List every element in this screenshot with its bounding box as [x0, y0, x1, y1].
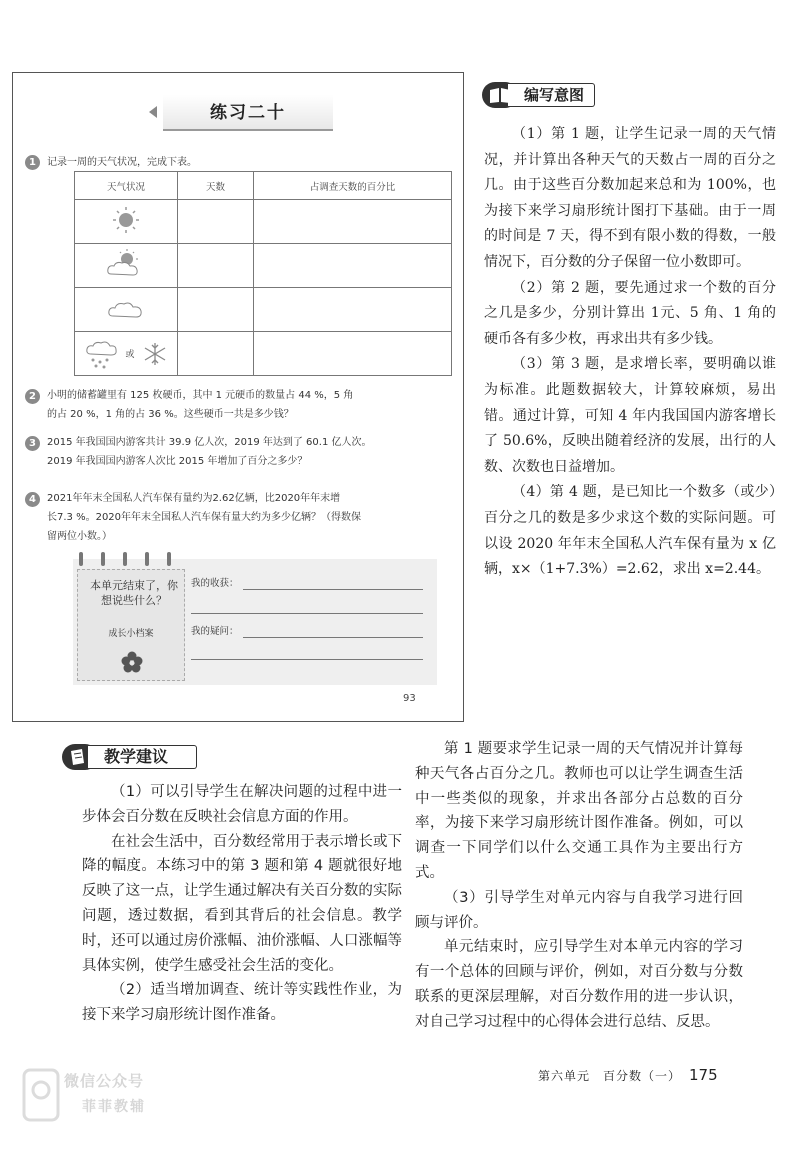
- doubt-line-2[interactable]: [191, 659, 423, 660]
- question-number-4: 4: [25, 492, 40, 507]
- question-4-text: [47, 489, 361, 546]
- days-cell[interactable]: [178, 288, 254, 332]
- text-line: 2021年年末全国私人汽车保有量约为2.62亿辆，比2020年年末增: [47, 493, 341, 504]
- weather-table: [74, 171, 452, 376]
- exercise-title: 练习二十: [163, 95, 333, 131]
- suggest-left-column: [82, 780, 402, 1028]
- suggest-paragraph: （2）适当增加调查、统计等实践性作业，为接下来学习扇形统计图作准备。: [82, 982, 402, 1024]
- intent-paragraph: （3）第 3 题，是求增长率，要明确以谁为标准。此题数据较大，计算较麻烦，易出错。通过计算，可知 4 年内我国国内游客增长了 50.6%，反映出随着经济的发展，出行的人数、次数也日益增加。: [484, 356, 776, 475]
- table-header: 天气状况: [75, 172, 178, 200]
- weather-cell: [75, 332, 178, 376]
- question-number-3: 3: [25, 436, 40, 451]
- table-header: 占调查天数的百分比: [254, 172, 452, 200]
- intent-paragraph: （4）第 4 题，是已知比一个数多（或少）百分之几的数是多少求这个数的实际问题。可以设 2020 年年末全国私人汽车保有量为 x 亿辆，x×（1+7.3%）=2.62，求出 x=2.44。: [484, 484, 776, 578]
- reflect-question: 本单元结束了，你想说些什么？: [90, 579, 178, 607]
- partly-cloudy-icon: [103, 248, 149, 280]
- growth-archive-card: [77, 569, 185, 681]
- text-line: 2019 年我国国内游客人次比 2015 年增加了百分之多少？: [47, 456, 308, 467]
- table-row: [75, 332, 452, 376]
- question-1-text: 记录一周的天气状况，完成下表。: [47, 157, 197, 168]
- intent-paragraph: （2）第 2 题，要先通过求一个数的百分之几是多少，分别计算出 1元、5 角、1 角的硬币各有多少枚，再求出共有多少钱。: [484, 279, 776, 347]
- text-line: 留两位小数。）: [47, 531, 112, 542]
- text-line: 2015 年我国国内游客共计 39.9 亿人次，2019 年达到了 60.1 亿人次。: [47, 437, 372, 448]
- binder-rings: [79, 551, 189, 570]
- exercise-title-banner: [149, 95, 339, 131]
- watermark-line-2: 菲菲教辅: [82, 1099, 146, 1115]
- intent-paragraph: （1）第 1 题，让学生记录一周的天气情况，并计算出各种天气的天数占一周的百分之几。由于这些百分数加起来总和为 100%，也为接下来学习扇形统计图打下基础。由于一周的时间是 7 天，得不到有限小数的得数，一般情况下，百分数的分子保留一位小数即可。: [484, 126, 776, 270]
- doubt-label: 我的疑问：: [191, 626, 239, 637]
- suggest-paragraph: （3）引导学生对单元内容与自我学习进行回顾与评价。: [415, 889, 743, 931]
- unit-label: 第六单元 百分数（一）: [538, 1069, 682, 1083]
- or-label: 或: [125, 350, 135, 360]
- suggest-paragraph: （1）可以引导学生在解决问题的过程中进一步体会百分数在反映社会信息方面的作用。: [82, 784, 402, 825]
- suggest-paragraph: 单元结束时，应引导学生对本单元内容的学习有一个总体的回顾与评价，例如，对百分数与分数联系的更深层理解，对百分数作用的进一步认识，对自己学习过程中的心得体会进行总结、反思。: [415, 939, 743, 1030]
- rain-icon: [84, 338, 118, 370]
- question-number-1: 1: [25, 155, 40, 170]
- triangle-arrow-icon: [149, 106, 157, 118]
- question-3-text: [47, 433, 372, 471]
- weather-cell: [75, 200, 178, 244]
- snowflake-icon: [142, 341, 168, 367]
- days-cell[interactable]: [178, 244, 254, 288]
- watermark: [20, 1064, 170, 1134]
- percent-cell[interactable]: [254, 288, 452, 332]
- gain-line-2[interactable]: [191, 613, 423, 614]
- intent-header-title: 编写意图: [508, 83, 595, 107]
- flower-icon: [120, 650, 144, 674]
- text-line: 长7.3 %。2020年年末全国私人汽车保有量大约为多少亿辆？（得数保: [47, 512, 362, 523]
- cloudy-icon: [105, 295, 147, 321]
- text-line: 的占 20 %，1 角的占 36 %。这些硬币一共是多少钱？: [47, 409, 294, 420]
- table-row: [75, 200, 452, 244]
- growth-archive-box: [73, 559, 437, 685]
- suggest-header-title: 教学建议: [88, 745, 197, 769]
- gain-line-1[interactable]: [243, 589, 423, 590]
- question-number-2: 2: [25, 389, 40, 404]
- page-footer: [538, 1066, 718, 1084]
- days-cell[interactable]: [178, 200, 254, 244]
- percent-cell[interactable]: [254, 332, 452, 376]
- watermark-line-1: 微信公众号: [64, 1072, 145, 1090]
- sunny-icon: [108, 205, 144, 235]
- percent-cell[interactable]: [254, 200, 452, 244]
- weather-cell: [75, 244, 178, 288]
- table-row: [75, 244, 452, 288]
- question-2-text: [47, 386, 353, 424]
- textbook-page: [12, 72, 464, 722]
- table-row: [75, 288, 452, 332]
- text-line: 小明的储蓄罐里有 125 枚硬币，其中 1 元硬币的数量占 44 %，5 角: [47, 390, 354, 401]
- days-cell[interactable]: [178, 332, 254, 376]
- suggest-paragraph: 第 1 题要求学生记录一周的天气情况并计算每种天气各占百分之几。教师也可以让学生调查生活中一些类似的现象，并求出各部分占总数的百分率，为接下来学习扇形统计图作准备。例如，可以调查一下同学们以什么交通工具作为主要出行方式。: [415, 741, 743, 881]
- suggest-right-column: [415, 737, 743, 1035]
- doubt-line-1[interactable]: [243, 637, 423, 638]
- gain-label: 我的收获：: [191, 578, 239, 589]
- textbook-page-number: 93: [403, 693, 416, 704]
- suggest-paragraph: 在社会生活中，百分数经常用于表示增长或下降的幅度。本练习中的第 3 题和第 4 题就很好地反映了这一点，让学生通过解决有关百分数的实际问题，透过数据，看到其背后的社会信息。教学时，还可以通过房价涨幅、油价涨幅、人口涨幅等具体实例，使学生感受社会生活的变化。: [82, 833, 402, 974]
- weather-cell: [75, 288, 178, 332]
- percent-cell[interactable]: [254, 244, 452, 288]
- page-number: 175: [689, 1066, 718, 1084]
- watermark-badge-icon: [20, 1066, 62, 1126]
- intent-text: [484, 122, 776, 583]
- table-header: 天数: [178, 172, 254, 200]
- growth-archive-tag: 成长小档案: [108, 629, 154, 639]
